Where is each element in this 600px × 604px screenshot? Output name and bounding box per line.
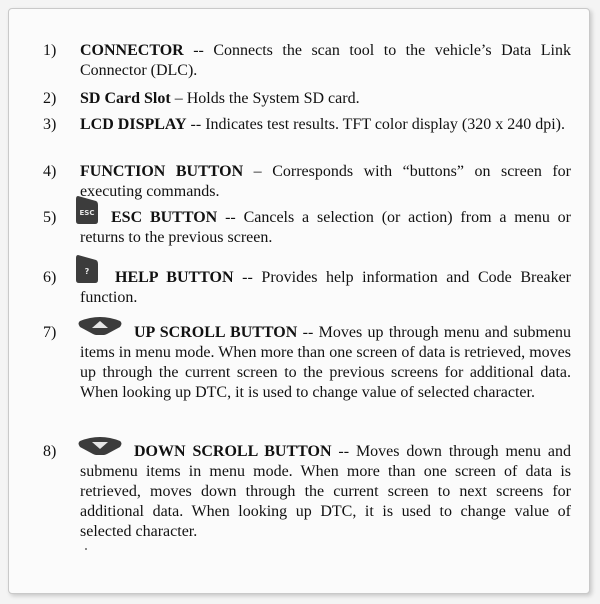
- item-text: [80, 162, 571, 202]
- item-title: CONNECTOR: [80, 42, 184, 59]
- item-description: Provides help information and Code Breaker function.: [80, 269, 572, 306]
- item-text: [80, 268, 571, 308]
- item-separator: –: [170, 90, 187, 107]
- item-title: LCD DISPLAY: [80, 116, 187, 133]
- button-description-panel: [8, 8, 590, 594]
- item-number: 4): [43, 163, 57, 180]
- item-separator: --: [233, 269, 262, 286]
- item-title: SD Card Slot: [80, 90, 171, 107]
- item-separator: --: [186, 116, 206, 133]
- item-title: ESC BUTTON: [111, 209, 218, 226]
- item-separator: --: [183, 42, 214, 59]
- item-description: Moves up through menu and submenu items in menu mode. When more than one screen of data is retrieved, moves up through the current screen to the previous screens for additional data. When looking up DTC, it is used to change value of selected character.: [80, 324, 571, 401]
- item-title: DOWN SCROLL BUTTON: [134, 443, 332, 460]
- item-text: [80, 115, 571, 135]
- item-text: [80, 208, 571, 248]
- item-number: 8): [43, 443, 57, 460]
- item-number: 3): [43, 116, 57, 133]
- item-title: FUNCTION BUTTON: [80, 163, 244, 180]
- item-separator: --: [331, 443, 356, 460]
- item-number: 6): [43, 269, 57, 286]
- esc-key-label: ESC: [79, 209, 95, 217]
- item-description: Indicates test results. TFT color display (320 x 240 dpi).: [205, 116, 566, 133]
- item-text: [80, 323, 571, 403]
- item-description: Connects the scan tool to the vehicle’s Data Link Connector (DLC).: [80, 42, 571, 79]
- help-key-label: ?: [84, 267, 90, 276]
- item-separator: –: [243, 163, 273, 180]
- item-description: Cancels a selection (or action) from a menu or returns to the previous screen.: [80, 209, 572, 246]
- item-text: [80, 442, 571, 542]
- item-separator: --: [297, 324, 319, 341]
- item-number: 2): [43, 90, 57, 107]
- item-title: HELP BUTTON: [115, 269, 234, 286]
- item-description: Holds the System SD card.: [186, 90, 360, 107]
- item-text: [80, 89, 571, 109]
- item-separator: --: [217, 209, 244, 226]
- stray-mark: [85, 548, 87, 550]
- item-number: 1): [43, 42, 57, 59]
- item-number: 7): [43, 324, 57, 341]
- item-description: Moves down through menu and submenu items in menu mode. When more than one screen of data is retrieved, moves down through the current screen to next screens for additional data. When looking up DTC, it is used to change value of selected character.: [80, 443, 571, 540]
- item-text: [80, 41, 571, 81]
- item-description: Corresponds with “buttons” on screen for executing commands.: [80, 163, 572, 200]
- item-title: UP SCROLL BUTTON: [134, 324, 298, 341]
- item-number: 5): [43, 209, 57, 226]
